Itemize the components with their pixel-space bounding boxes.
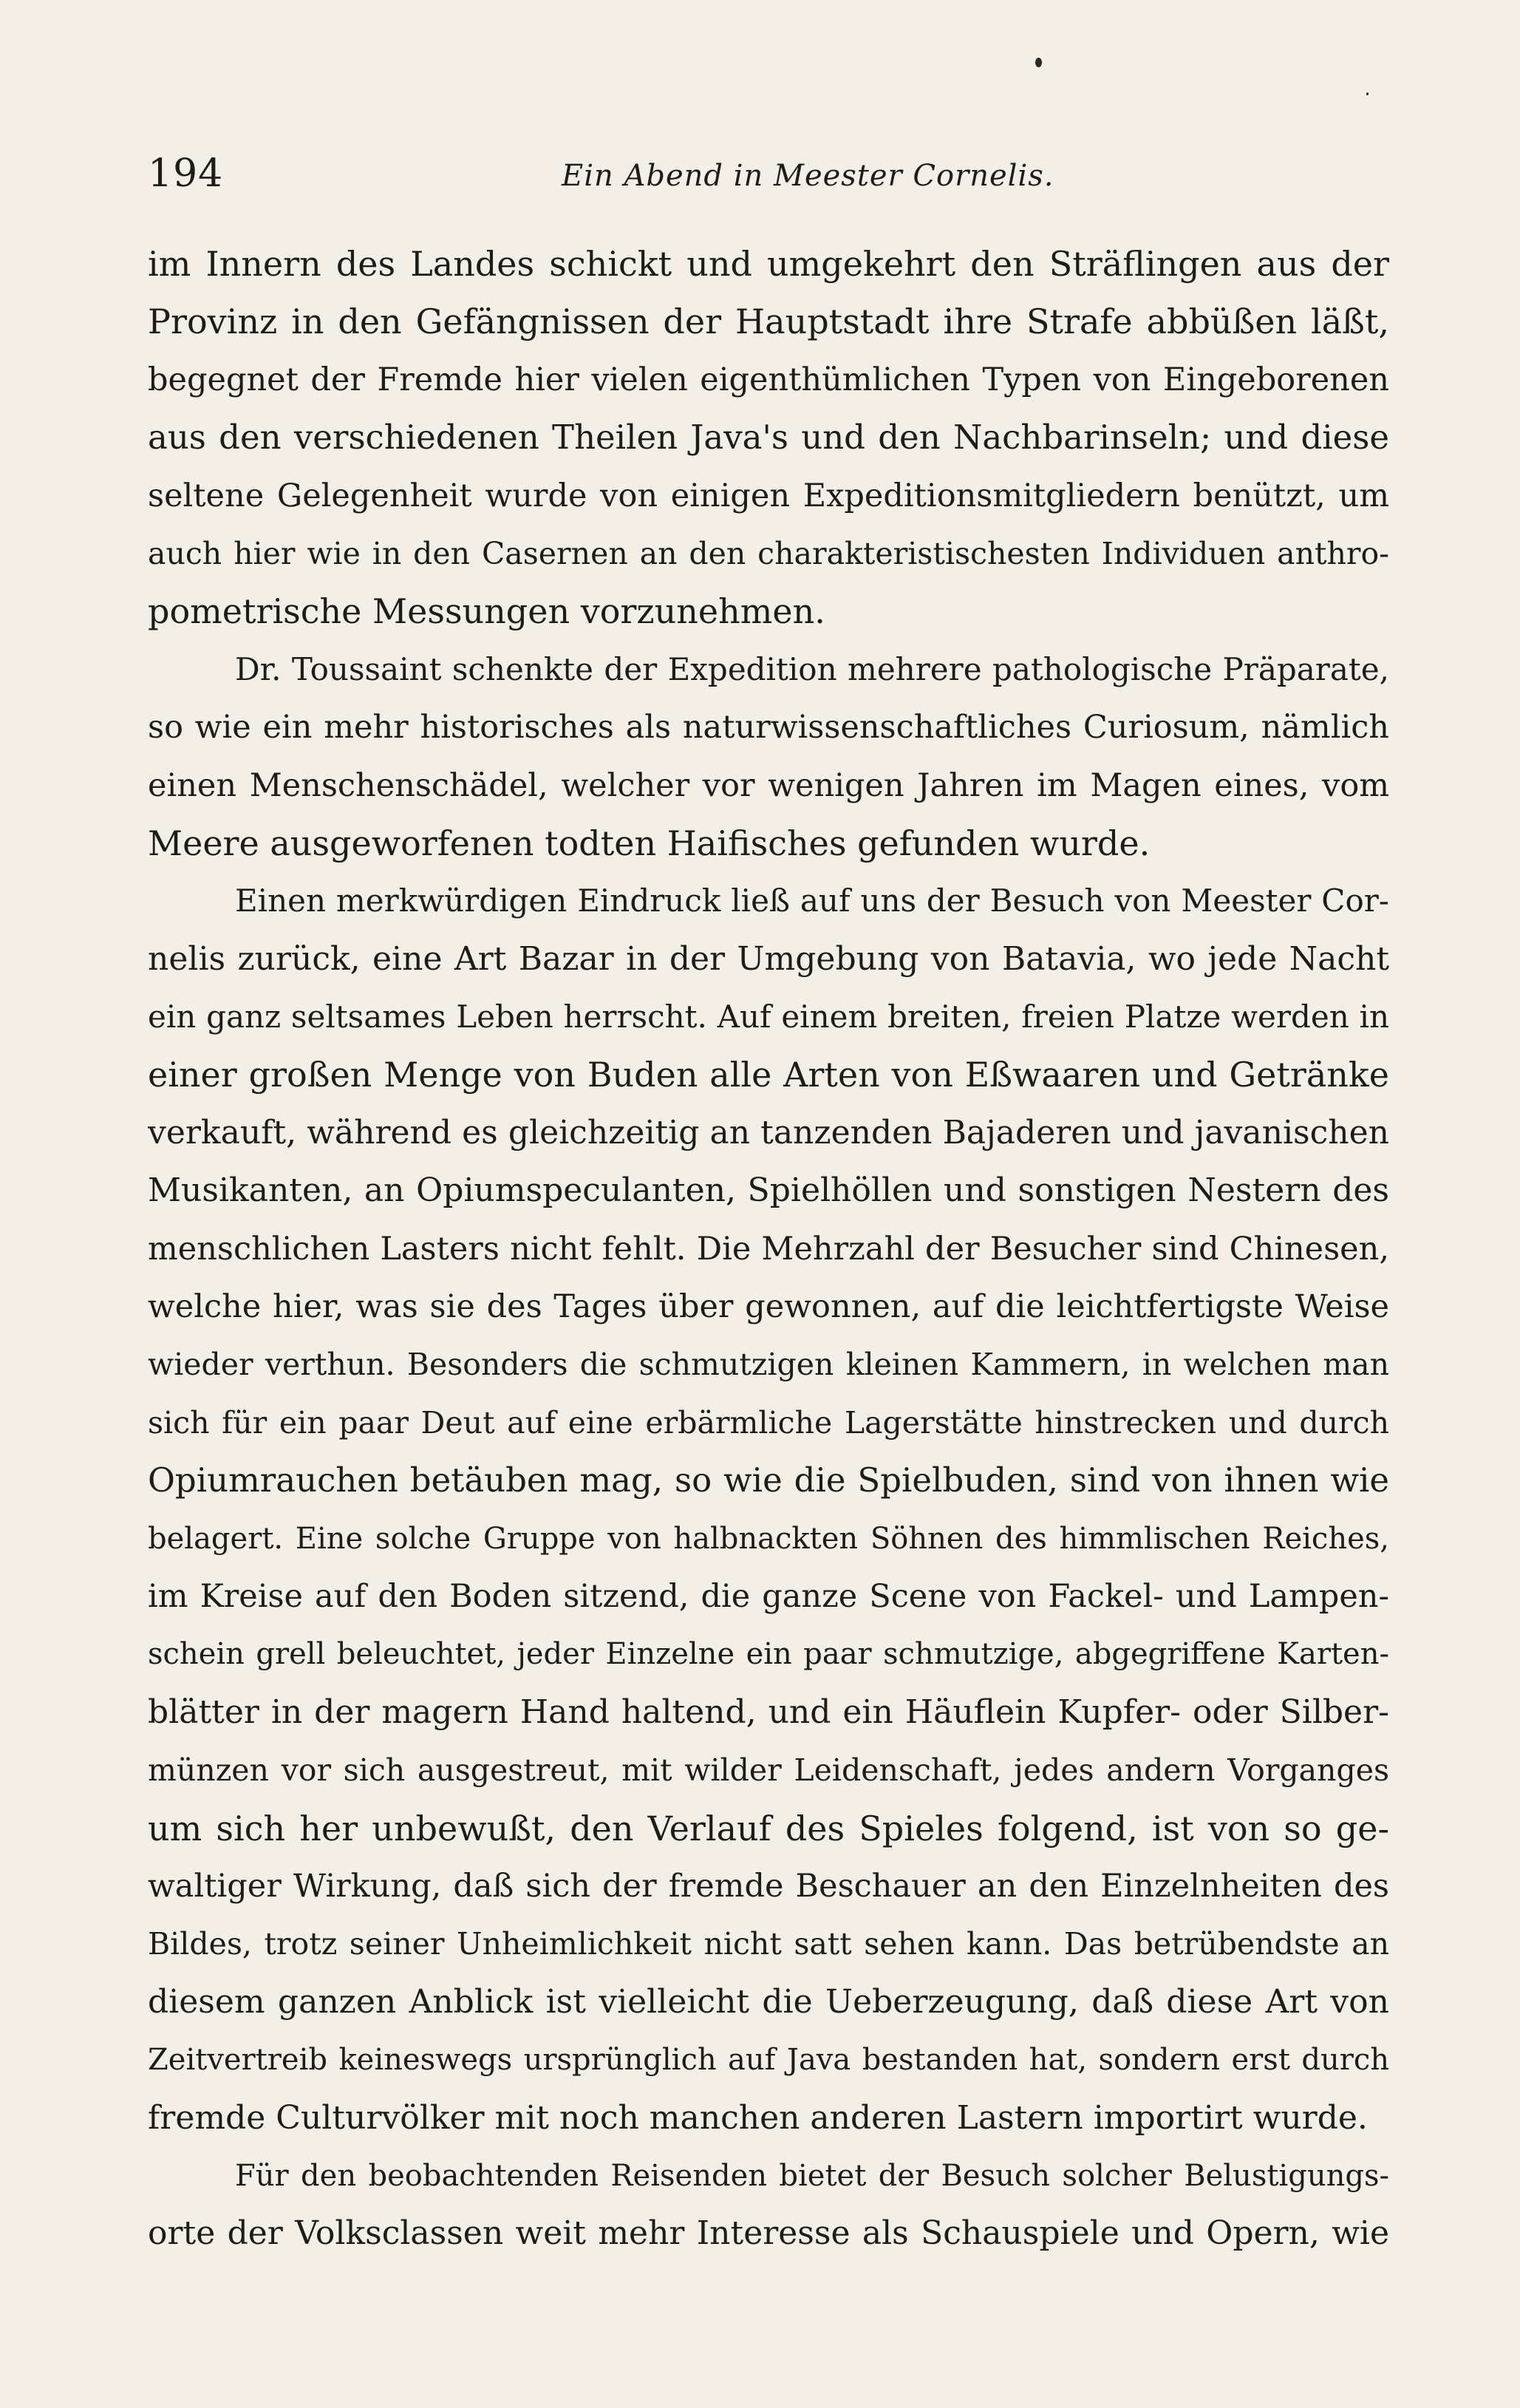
text-line: menschlichen Lasters nicht fehlt. Die Mehrzahl der Besucher sind Chinesen, xyxy=(148,1230,1389,1268)
text-line: pometrische Messungen vorzunehmen. xyxy=(148,591,825,632)
text-line: Opiumrauchen betäuben mag, so wie die Spielbuden, sind von ihnen wie xyxy=(148,1460,1389,1500)
paragraph xyxy=(148,641,1389,873)
text-line: Meere ausgeworfenen todten Haifisches gefunden wurde. xyxy=(148,823,1151,863)
text-line: wieder verthun. Besonders die schmutzigen kleinen Kammern, in welchen man xyxy=(148,1347,1389,1383)
text-line: blätter in der magern Hand haltend, und ein Häuflein Kupfer- oder Silber- xyxy=(148,1693,1389,1731)
text-line: fremde Culturvölker mit noch manchen anderen Lastern importirt wurde. xyxy=(148,2098,1368,2137)
text-line: auch hier wie in den Casernen an den charakteristischesten Individuen anthro- xyxy=(148,535,1389,571)
paragraph xyxy=(148,2147,1389,2263)
text-line: Bildes, trotz seiner Unheimlichkeit nicht satt sehen kann. Das betrübendste an xyxy=(148,1926,1389,1962)
paragraph xyxy=(148,235,1389,641)
text-line: nelis zurück, eine Art Bazar in der Umgebung von Batavia, wo jede Nacht xyxy=(148,939,1389,978)
text-line: um sich her unbewußt, den Verlauf des Spieles folgend, ist von so ge- xyxy=(148,1808,1389,1848)
text-line: seltene Gelegenheit wurde von einigen Expeditionsmitgliedern benützt, um xyxy=(148,477,1389,514)
text-line: Musikanten, an Opiumspeculanten, Spielhöllen und sonstigen Nestern des xyxy=(148,1171,1389,1210)
text-line: Zeitvertreib keineswegs ursprünglich auf Java bestanden hat, sondern erst durch xyxy=(148,2043,1389,2078)
text-line: einen Menschenschädel, welcher vor wenigen Jahren im Magen eines, vom xyxy=(148,766,1389,804)
text-line: welche hier, was sie des Tages über gewonnen, auf die leichtfertigste Weise xyxy=(148,1288,1389,1326)
text-line: so wie ein mehr historisches als naturwissenschaftliches Curiosum, nämlich xyxy=(148,709,1389,746)
text-line: schein grell beleuchtet, jeder Einzelne ein paar schmutzige, abgegriffene Karten- xyxy=(148,1637,1389,1672)
running-head xyxy=(148,148,1389,200)
text-line: im Kreise auf den Boden sitzend, die ganze Scene von Fackel- und Lampen- xyxy=(148,1577,1389,1615)
paragraph xyxy=(148,872,1389,2147)
text-line: diesem ganzen Anblick ist vielleicht die Ueberzeugung, daß diese Art von xyxy=(148,1982,1389,2021)
text-line: Für den beobachtenden Reisenden bietet der Besuch solcher Belustigungs- xyxy=(235,2158,1389,2193)
running-title: Ein Abend in Meester Cornelis. xyxy=(562,159,1054,193)
ink-speck xyxy=(1035,58,1042,67)
text-line: Dr. Toussaint schenkte der Expedition mehrere pathologische Präparate, xyxy=(235,650,1389,687)
text-line: belagert. Eine solche Gruppe von halbnackten Söhnen des himmlischen Reiches, xyxy=(148,1521,1389,1556)
text-line: begegnet der Fremde hier vielen eigenthümlichen Typen von Eingeborenen xyxy=(148,361,1389,398)
text-line: aus den verschiedenen Theilen Java's und den Nachbarinseln; und diese xyxy=(148,418,1389,458)
text-line: Einen merkwürdigen Eindruck ließ auf uns der Besuch von Meester Cor- xyxy=(235,882,1389,919)
text-line: waltiger Wirkung, daß sich der fremde Beschauer an den Einzelnheiten des xyxy=(148,1867,1389,1905)
body-text xyxy=(148,235,1389,2263)
text-line: ein ganz seltsames Leben herrscht. Auf einem breiten, freien Platze werden in xyxy=(148,999,1389,1035)
text-line: im Innern des Landes schickt und umgekehrt den Sträflingen aus der xyxy=(148,244,1389,284)
text-line: sich für ein paar Deut auf eine erbärmliche Lagerstätte hinstrecken und durch xyxy=(148,1404,1389,1441)
text-line: Provinz in den Gefängnissen der Hauptstadt ihre Strafe abbüßen läßt, xyxy=(148,302,1389,342)
text-line: verkauft, während es gleichzeitig an tanzenden Bajaderen und javanischen xyxy=(148,1113,1389,1152)
text-line: münzen vor sich ausgestreut, mit wilder Leidenschaft, jedes andern Vorganges xyxy=(148,1752,1389,1789)
text-line: einer großen Menge von Buden alle Arten von Eßwaaren und Getränke xyxy=(148,1055,1389,1095)
ink-speck xyxy=(1366,92,1369,95)
text-line: orte der Volksclassen weit mehr Interesse als Schauspiele und Opern, wie xyxy=(148,2214,1389,2253)
page-number: 194 xyxy=(148,152,224,196)
